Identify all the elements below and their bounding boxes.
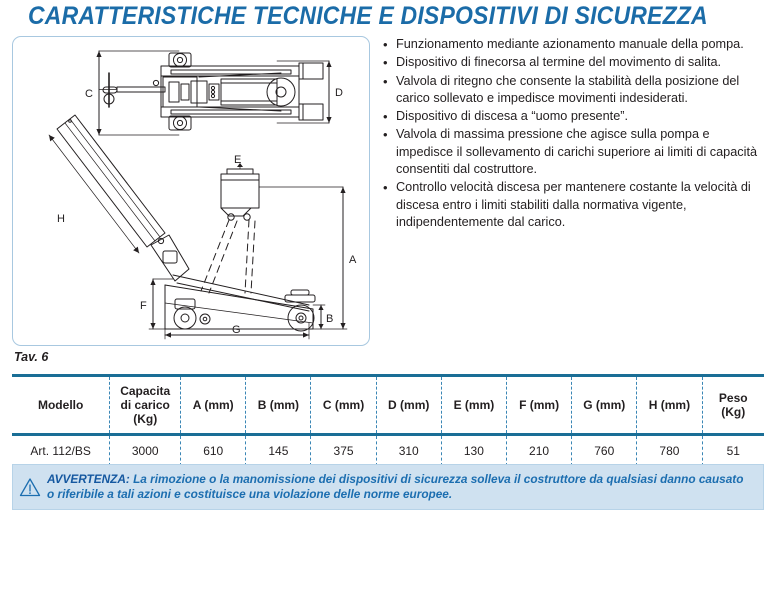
column-header-e: E (mm) (441, 376, 506, 435)
bullet-icon: • (383, 109, 388, 125)
bullet-icon: • (383, 55, 388, 71)
cell-f: 210 (506, 435, 571, 468)
list-item (383, 73, 768, 108)
list-item-text: Controllo velocità discesa per mantenere costante la velocità di discesa entro i limiti stabiliti dalla normativa vigente, indipendentemente dal carico. (396, 180, 751, 229)
dimension-label-A: A (349, 254, 357, 266)
cell-d: 310 (376, 435, 441, 468)
list-item (383, 108, 768, 125)
column-header-h: H (mm) (637, 376, 702, 435)
features-list (383, 36, 768, 232)
cell-modello: Art. 112/BS (12, 435, 110, 468)
table-header-row (12, 376, 764, 435)
dimension-label-H: H (57, 213, 65, 225)
bullet-icon: • (383, 37, 388, 52)
cell-h: 780 (637, 435, 702, 468)
cell-peso: 51 (726, 444, 740, 458)
figure-caption: Tav. 6 (14, 350, 49, 364)
table-row (12, 435, 764, 468)
list-item (383, 126, 768, 178)
dimension-label-C: C (85, 88, 93, 100)
column-header-b: B (mm) (246, 376, 311, 435)
warning-lead: AVVERTENZA: (47, 472, 130, 486)
warning-body: La rimozione o la manomissione dei dispositivi di sicurezza solleva il costruttore da qualsiasi danno causato o riferibile a tali azioni e costituisce una violazione delle norme europee. (47, 472, 744, 501)
cell-g: 760 (572, 435, 637, 468)
specifications-table (12, 374, 764, 469)
cell-c: 375 (311, 435, 376, 468)
drawing-panel (12, 36, 370, 346)
cell-capacita: 3000 (110, 435, 181, 468)
list-item-text: Valvola di massima pressione che agisce sulla pompa e impedisce il sollevamento di carichi superiore ai limiti di capacità consentiti dal costruttore. (396, 127, 758, 177)
list-item (383, 54, 768, 71)
floor-jack-drawing (13, 37, 369, 345)
bullet-icon: • (383, 180, 388, 196)
column-header-d: D (mm) (376, 376, 441, 435)
list-item (383, 36, 768, 53)
warning-triangle-icon (13, 477, 47, 497)
column-header-capacita (110, 376, 181, 435)
warning-box (12, 464, 764, 510)
dimension-label-B: B (326, 313, 334, 325)
bullet-icon: • (383, 73, 388, 89)
column-header-peso-line1: Peso (718, 391, 748, 405)
warning-text (47, 472, 763, 502)
column-header-g: G (mm) (572, 376, 637, 435)
column-header-peso (702, 376, 764, 435)
dimension-label-G: G (232, 324, 241, 336)
list-item-text: Dispositivo di discesa a “uomo presente”. (396, 109, 629, 124)
bullet-icon: • (383, 127, 388, 143)
dimension-label-F: F (140, 300, 147, 312)
column-header-capacita-line1: Capacita (120, 384, 171, 398)
list-item-text: Funzionamento mediante azionamento manuale della pompa. (396, 37, 744, 51)
cell-b: 145 (246, 435, 311, 468)
column-header-f: F (mm) (506, 376, 571, 435)
dimension-label-D: D (335, 87, 343, 99)
list-item-text: Dispositivo di finecorsa al termine del movimento di salita. (396, 55, 722, 70)
column-header-modello: Modello (12, 376, 110, 435)
cell-e: 130 (441, 435, 506, 468)
list-item (383, 179, 768, 231)
cell-a: 610 (181, 435, 246, 468)
column-header-peso-line2: (Kg) (721, 405, 746, 419)
column-header-c: C (mm) (311, 376, 376, 435)
page-title: CARATTERISTICHE TECNICHE E DISPOSITIVI DI SICUREZZA (28, 2, 708, 30)
column-header-a: A (mm) (181, 376, 246, 435)
column-header-capacita-line3: (Kg) (133, 412, 158, 426)
dimension-label-E: E (234, 154, 242, 166)
column-header-capacita-line2: di carico (120, 398, 170, 412)
list-item-text: Valvola di ritegno che consente la stabilità della posizione del carico sollevato e impedisce movimenti indesiderati. (396, 73, 740, 105)
